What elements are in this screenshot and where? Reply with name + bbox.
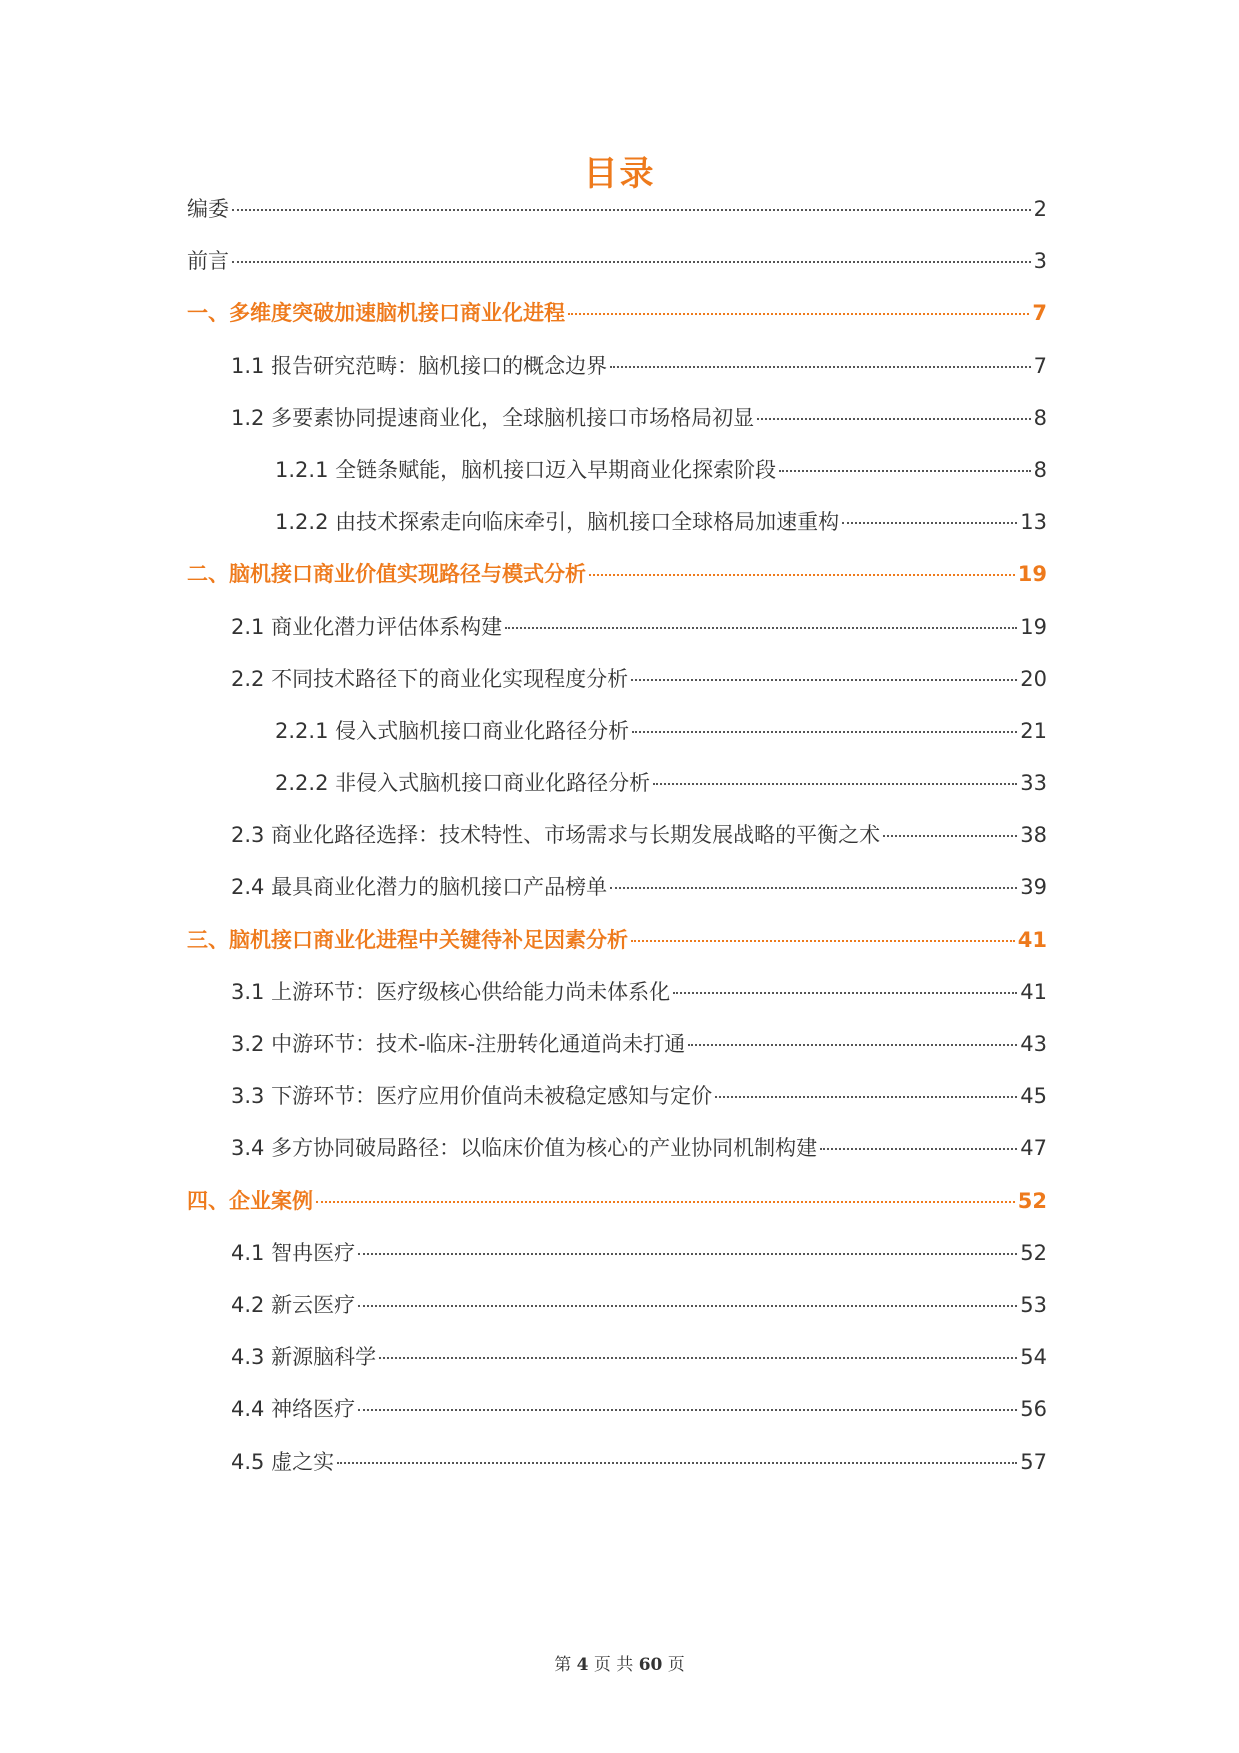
toc-entry-label: 前言 [187,249,229,274]
toc-entry[interactable] [187,353,1047,405]
page-footer [0,1650,1239,1675]
toc-dot-leader [316,1201,1015,1203]
toc-entry-label: 3.4 多方协同破局路径：以临床价值为核心的产业协同机制构建 [231,1136,818,1161]
toc-entry-label: 2.1 商业化潜力评估体系构建 [231,614,503,639]
toc-entry[interactable] [187,1135,1047,1187]
toc-page-number: 13 [1020,510,1047,535]
toc-page-number: 8 [1033,457,1047,482]
toc-dot-leader [232,261,1031,263]
toc-dot-leader [632,731,1017,733]
toc-dot-leader [673,992,1017,994]
toc-page-number: 52 [1020,1240,1047,1265]
toc-dot-leader [358,1253,1017,1255]
toc-entry-label: 3.1 上游环节：医疗级核心供给能力尚未体系化 [231,979,671,1004]
toc-dot-leader [757,418,1031,420]
toc-dot-leader [610,366,1031,368]
toc-entry[interactable] [187,1344,1047,1396]
toc-entry[interactable] [187,874,1047,926]
footer-current-page: 4 [576,1655,589,1675]
toc-chapter-entry[interactable] [187,1188,1047,1240]
toc-dot-leader [337,1462,1017,1464]
toc-page-number: 41 [1020,979,1047,1004]
toc-page-number: 47 [1020,1136,1047,1161]
toc-entry[interactable] [187,718,1047,770]
toc-entry[interactable] [187,1083,1047,1135]
toc-entry-label: 3.3 下游环节：医疗应用价值尚未被稳定感知与定价 [231,1084,713,1109]
toc-page-number: 8 [1033,405,1047,430]
toc-dot-leader [358,1409,1017,1411]
toc-entry[interactable] [187,1292,1047,1344]
toc-entry[interactable] [187,666,1047,718]
toc-page-number: 2 [1033,197,1047,221]
toc-dot-leader [653,783,1017,785]
toc-entry-label: 三、脑机接口商业化进程中关键待补足因素分析 [187,927,628,952]
toc-page-number: 39 [1020,875,1047,900]
footer-suffix: 页 [667,1655,685,1675]
toc-chapter-entry[interactable] [187,300,1047,352]
toc-entry[interactable] [187,770,1047,822]
toc-page-number: 52 [1017,1188,1047,1213]
toc-dot-leader [568,313,1029,315]
toc-page-number: 7 [1032,301,1047,326]
toc-dot-leader [688,1044,1017,1046]
toc-page-number: 7 [1033,353,1047,378]
toc-entry-label: 4.2 新云医疗 [231,1292,356,1317]
toc-page-number: 56 [1020,1397,1047,1422]
toc-entry[interactable] [187,1031,1047,1083]
toc-dot-leader [842,522,1017,524]
footer-middle: 页 共 [593,1655,634,1675]
toc-entry[interactable] [187,457,1047,509]
toc-dot-leader [505,627,1017,629]
toc-page-number: 53 [1020,1292,1047,1317]
toc-entry-label: 二、脑机接口商业价值实现路径与模式分析 [187,562,586,587]
toc-entry-label: 4.3 新源脑科学 [231,1345,377,1370]
toc-entry[interactable] [187,1396,1047,1448]
toc-dot-leader [610,887,1017,889]
toc-entry-label: 4.5 虚之实 [231,1449,335,1474]
toc-entry[interactable] [187,614,1047,666]
toc-entry-label: 4.4 神络医疗 [231,1397,356,1422]
toc-entry-label: 1.1 报告研究范畴：脑机接口的概念边界 [231,353,608,378]
toc-page-number: 41 [1017,927,1047,952]
toc-entry[interactable] [187,196,1047,248]
toc-dot-leader [631,940,1015,942]
toc-dot-leader [358,1305,1017,1307]
toc-page-number: 3 [1033,249,1047,274]
toc-page-number: 43 [1020,1032,1047,1056]
toc-entry-label: 3.2 中游环节：技术-临床-注册转化通道尚未打通 [231,1032,686,1056]
toc-dot-leader [715,1096,1017,1098]
toc-entry-label: 2.4 最具商业化潜力的脑机接口产品榜单 [231,875,608,900]
toc-entry-label: 2.2.2 非侵入式脑机接口商业化路径分析 [275,771,651,796]
toc-page-number: 33 [1020,771,1047,796]
toc-entry[interactable] [187,509,1047,561]
toc-dot-leader [820,1148,1017,1150]
toc-page-number: 21 [1020,718,1047,743]
toc-entry-label: 1.2.1 全链条赋能，脑机接口迈入早期商业化探索阶段 [275,457,777,482]
toc-dot-leader [589,574,1015,576]
toc-dot-leader [883,835,1017,837]
toc-entry[interactable] [187,1240,1047,1292]
toc-entry[interactable] [187,979,1047,1031]
toc-entry[interactable] [187,248,1047,300]
toc-dot-leader [232,209,1031,211]
toc-page-number: 38 [1020,823,1047,848]
toc-page-number: 20 [1020,666,1047,691]
footer-total-pages: 60 [638,1655,663,1675]
toc-chapter-entry[interactable] [187,561,1047,613]
toc-chapter-entry[interactable] [187,927,1047,979]
footer-prefix: 第 [554,1655,572,1675]
toc-entry-label: 编委 [187,197,229,221]
toc-page-number: 57 [1020,1449,1047,1474]
toc-entry[interactable] [187,405,1047,457]
toc-entry[interactable] [187,822,1047,874]
toc-dot-leader [631,679,1017,681]
toc-entry-label: 1.2 多要素协同提速商业化，全球脑机接口市场格局初显 [231,405,755,430]
toc-dot-leader [379,1357,1017,1359]
toc-page-number: 19 [1020,614,1047,639]
toc-entry-label: 2.2.1 侵入式脑机接口商业化路径分析 [275,718,630,743]
toc-entry-label: 2.2 不同技术路径下的商业化实现程度分析 [231,666,629,691]
toc-page-number: 54 [1020,1345,1047,1370]
toc-entry-label: 一、多维度突破加速脑机接口商业化进程 [187,301,565,326]
toc-entry-label: 四、企业案例 [187,1188,313,1213]
toc-page-number: 19 [1017,562,1047,587]
toc-entry[interactable] [187,1449,1047,1501]
toc-entry-label: 1.2.2 由技术探索走向临床牵引，脑机接口全球格局加速重构 [275,510,840,535]
toc-entry-label: 4.1 智冉医疗 [231,1240,356,1265]
table-of-contents [187,196,1047,1501]
page-title: 目录 [583,154,656,194]
toc-page-number: 45 [1020,1084,1047,1109]
toc-dot-leader [779,470,1031,472]
toc-entry-label: 2.3 商业化路径选择：技术特性、市场需求与长期发展战略的平衡之术 [231,823,881,848]
